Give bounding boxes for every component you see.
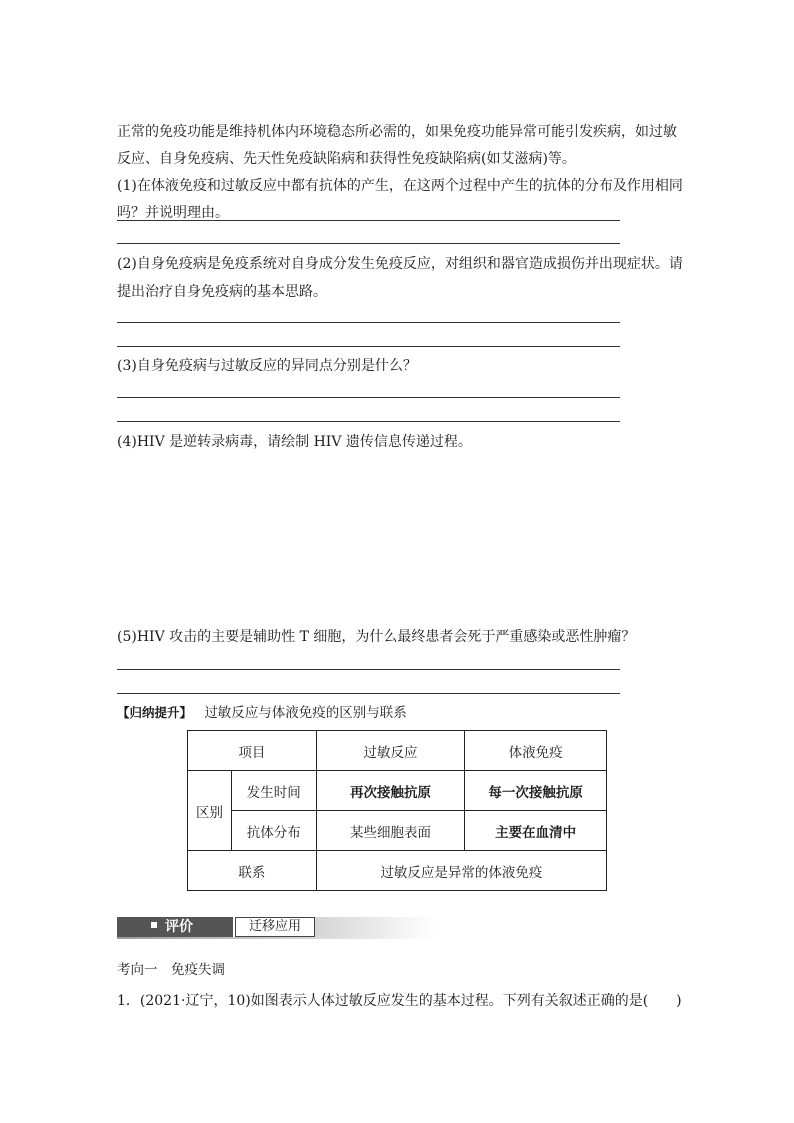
intro-line-2: 反应、自身免疫病、先天性免疫缺陷病和获得性免疫缺陷病(如艾滋病)等。 [117,151,576,167]
summary-tag: 【归纳提升】 [117,705,193,720]
table-cell: 过敏反应是异常的体液免疫 [316,851,606,891]
header-allergy: 过敏反应 [316,731,465,771]
row-label: 抗体分布 [231,811,316,851]
question-2-line-1: (2)自身免疫病是免疫系统对自身成分发生免疫反应，对组织和器官造成损伤并出现症状。请 [117,256,683,272]
answer-line [117,220,620,221]
table-row [188,811,607,851]
header-item: 项目 [188,731,317,771]
banner-rule [117,937,435,939]
table-cell: 主要在血清中 [465,811,607,851]
answer-line [117,322,620,323]
answer-line [117,669,620,670]
question-1-line-1: (1)在体液免疫和过敏反应中都有抗体的产生，在这两个过程中产生的抗体的分布及作用相同 [117,178,683,194]
answer-line [117,693,620,694]
row-label: 联系 [188,851,317,891]
exam-direction: 考向一 免疫失调 [117,962,225,978]
comparison-table [187,730,607,891]
answer-line [117,346,620,347]
exam-item-1: 1．(2021·辽宁，10)如图表示人体过敏反应发生的基本过程。下列有关叙述正确的是( ) [117,993,682,1009]
table-row [188,771,607,811]
table-cell: 再次接触抗原 [316,771,465,811]
square-bullet-icon [151,922,157,928]
question-4: (4)HIV 是逆转录病毒，请绘制 HIV 遗传信息传递过程。 [117,434,472,450]
section-banner [117,917,435,939]
summary-heading [117,703,407,723]
question-5: (5)HIV 攻击的主要是辅助性 T 细胞，为什么最终患者会死于严重感染或恶性肿瘤？ [117,629,636,645]
question-1-line-2: 吗？并说明理由。 [117,205,229,221]
answer-line [117,421,620,422]
header-humoral: 体液免疫 [465,731,607,771]
table-cell: 某些细胞表面 [316,811,465,851]
table-header-row [188,731,607,771]
banner-evaluation-label: 评价 [165,919,193,935]
intro-line-1: 正常的免疫功能是维持机体内环境稳态所必需的，如果免疫功能异常可能引发疾病，如过敏 [117,124,677,140]
group-label: 区别 [188,771,232,851]
banner-fade [315,917,435,937]
summary-title: 过敏反应与体液免疫的区别与联系 [204,705,407,721]
row-label: 发生时间 [231,771,316,811]
banner-evaluation [117,917,233,937]
question-3: (3)自身免疫病与过敏反应的异同点分别是什么？ [117,358,417,374]
answer-line [117,243,620,244]
table-cell: 每一次接触抗原 [465,771,607,811]
answer-line [117,397,620,398]
banner-application: 迁移应用 [235,917,315,937]
table-row [188,851,607,891]
question-2-line-2: 提出治疗自身免疫病的基本思路。 [117,284,327,300]
